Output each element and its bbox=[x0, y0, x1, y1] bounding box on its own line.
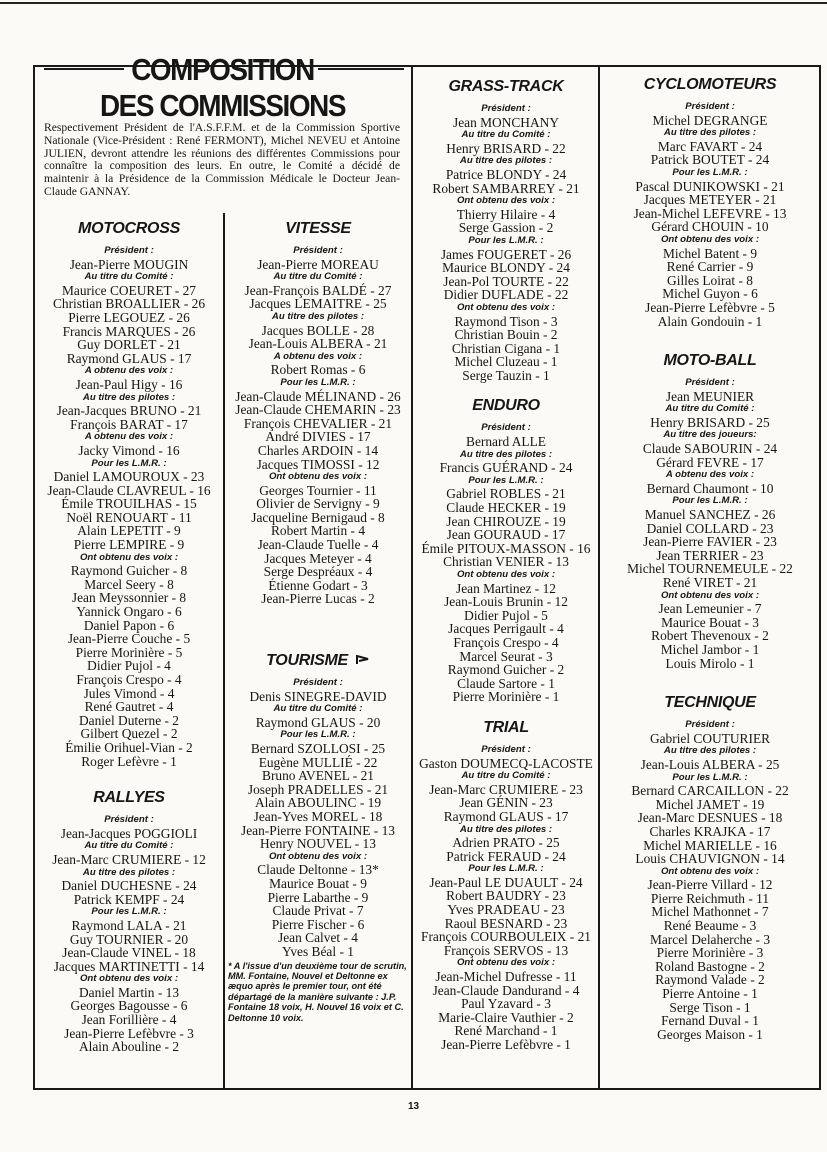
section-title: MOTOCROSS bbox=[78, 220, 180, 237]
member-name: Christian Bouin - 2 bbox=[454, 327, 558, 343]
member-name: Claude Sartore - 1 bbox=[457, 675, 555, 691]
title-line-2: DES COMMISSIONS bbox=[99, 88, 346, 123]
member-name: Pierre Antoine - 1 bbox=[662, 986, 758, 1002]
member-name: Michel DEGRANGE bbox=[652, 112, 768, 128]
role-label: A obtenu des voix : bbox=[273, 350, 363, 362]
member-name: Michel TOURNEMEULE - 22 bbox=[627, 561, 793, 577]
member-name: Bernard SZOLLOSI - 25 bbox=[250, 741, 386, 756]
member-name: Joseph PRADELLES - 21 bbox=[247, 781, 389, 797]
member-name: Noël RENOUART - 11 bbox=[66, 509, 192, 525]
member-name: Robert SAMBARREY - 21 bbox=[432, 180, 580, 196]
section-moto-ball bbox=[603, 352, 817, 670]
member-name: Jacques Perrigault - 4 bbox=[448, 621, 564, 637]
member-name: Émile PITOUX-MASSON - 16 bbox=[421, 540, 591, 556]
member-name: Émile TROUILHAS - 15 bbox=[61, 496, 197, 512]
member-name: Marie-Claire Vauthier - 2 bbox=[438, 1009, 574, 1025]
member-name: Jacques METEYER - 21 bbox=[643, 192, 777, 208]
member-name: Jean-Claude VINEL - 18 bbox=[62, 945, 196, 961]
member-name: Jean-Paul LE DUAULT - 24 bbox=[429, 874, 583, 890]
role-label: Au titre du Comité : bbox=[665, 403, 755, 415]
member-name: Patrick BOUTET - 24 bbox=[650, 152, 770, 168]
role-label: Ont obtenu des voix : bbox=[268, 850, 368, 862]
role-label: Pour les L.M.R. : bbox=[672, 771, 748, 783]
member-name: Jean-Louis ALBERA - 21 bbox=[248, 336, 388, 352]
role-label: Président : bbox=[293, 677, 343, 689]
member-name: Gaston DOUMECQ-LACOSTE bbox=[419, 755, 593, 771]
member-name: Michel JAMET - 19 bbox=[655, 796, 765, 812]
member-name: Serge Despréaux - 4 bbox=[263, 564, 373, 580]
role-label: Ont obtenu des voix : bbox=[660, 233, 760, 245]
member-name: Guy TOURNIER - 20 bbox=[69, 931, 189, 947]
member-name: Claude HECKER - 19 bbox=[446, 500, 566, 516]
member-name: Thierry Hilaire - 4 bbox=[456, 206, 556, 222]
member-name: Jean CHIROUZE - 19 bbox=[446, 513, 566, 529]
member-name: Patrice BLONDY - 24 bbox=[445, 166, 567, 182]
member-name: Didier Pujol - 4 bbox=[87, 658, 171, 674]
role-label: Ont obtenu des voix : bbox=[79, 973, 179, 985]
section-title: TOURISME bbox=[228, 652, 408, 670]
column-3 bbox=[416, 78, 596, 1052]
role-label: A obtenu des voix : bbox=[84, 365, 174, 377]
role-label: Pour les L.M.R. : bbox=[672, 495, 748, 507]
member-name: Gabriel COUTURIER bbox=[649, 730, 771, 746]
member-name: Claude Deltonne - 13* bbox=[257, 862, 379, 878]
member-name: Jean-Louis Brunin - 12 bbox=[444, 594, 568, 610]
member-name: Jean-Pol TOURTE - 22 bbox=[443, 273, 569, 289]
member-name: Pierre Reichmuth - 11 bbox=[650, 890, 770, 906]
member-name: James FOUGERET - 26 bbox=[440, 246, 572, 262]
member-name: Louis Mirolo - 1 bbox=[665, 655, 755, 671]
member-name: Georges Bagousse - 6 bbox=[70, 998, 188, 1014]
member-name: Jean MEUNIER bbox=[665, 388, 755, 404]
member-name: Patrick FERAUD - 24 bbox=[446, 848, 566, 864]
member-name: René Marchand - 1 bbox=[454, 1023, 558, 1039]
member-name: Pascal DUNIKOWSKI - 21 bbox=[635, 178, 785, 194]
role-label: Ont obtenu des voix : bbox=[268, 471, 368, 483]
member-name: Pierre Morinière - 5 bbox=[75, 644, 183, 660]
member-name: Jean-Pierre Lefèbvre - 5 bbox=[645, 299, 775, 315]
member-name: Marc FAVART - 24 bbox=[657, 138, 763, 154]
member-name: Eugène MULLIÉ - 22 bbox=[258, 754, 378, 770]
role-label: Président : bbox=[685, 377, 735, 389]
member-name: Daniel Papon - 6 bbox=[83, 617, 175, 633]
member-name: Michel Batent - 9 bbox=[662, 245, 758, 261]
section-title: CYCLOMOTEURS bbox=[643, 76, 777, 93]
member-name: Jean-Claude MÉLINAND - 26 bbox=[235, 388, 401, 404]
member-name: Émilie Orihuel-Vian - 2 bbox=[65, 739, 193, 755]
member-name: Jean-Jacques BRUNO - 21 bbox=[56, 403, 202, 419]
member-name: Pierre Morinière - 3 bbox=[656, 945, 764, 961]
member-name: Daniel Duterne - 2 bbox=[78, 712, 180, 728]
role-label: Ont obtenu des voix : bbox=[79, 551, 179, 563]
member-name: Jules Vimond - 4 bbox=[83, 685, 175, 701]
member-name: Raymond LALA - 21 bbox=[71, 917, 187, 933]
role-label: Ont obtenu des voix : bbox=[456, 301, 556, 313]
role-label: Président : bbox=[481, 743, 531, 755]
role-label: Pour les L.M.R. : bbox=[468, 474, 544, 486]
role-label: Pour les L.M.R. : bbox=[468, 863, 544, 875]
member-name: François CHEVALIER - 21 bbox=[243, 415, 393, 431]
section-trial bbox=[416, 719, 596, 1052]
member-name: Georges Maison - 1 bbox=[657, 1026, 763, 1042]
member-name: Pierre LEMPIRE - 9 bbox=[73, 537, 185, 553]
role-label: Président : bbox=[481, 422, 531, 434]
role-label: A obtenu des voix : bbox=[665, 469, 755, 481]
member-name: Raymond Tison - 3 bbox=[454, 313, 558, 329]
member-name: François Crespo - 4 bbox=[76, 672, 182, 687]
section-cyclomoteurs bbox=[603, 76, 817, 328]
role-label: Pour les L.M.R. : bbox=[91, 906, 167, 918]
member-name: Raymond Guicher - 8 bbox=[70, 563, 188, 579]
member-name: Jacques BOLLE - 28 bbox=[261, 322, 375, 338]
role-label: Au titre du Comité : bbox=[273, 703, 363, 715]
role-label: Président : bbox=[481, 103, 531, 114]
role-label: Au titre des pilotes : bbox=[82, 866, 176, 878]
role-label: Ont obtenu des voix : bbox=[660, 865, 760, 877]
section-title: GRASS-TRACK bbox=[448, 78, 564, 95]
member-name: Jean-Claude CLAVREUL - 16 bbox=[47, 482, 211, 498]
member-name: Jean GOURAUD - 17 bbox=[446, 527, 566, 543]
role-label: Pour les L.M.R. : bbox=[280, 376, 356, 388]
member-name: Christian BROALLIER - 26 bbox=[52, 296, 206, 312]
role-label: Ont obtenu des voix : bbox=[456, 195, 556, 207]
member-name: Jacques Meteyer - 4 bbox=[264, 550, 372, 566]
role-label: Pour les L.M.R. : bbox=[280, 729, 356, 741]
member-name: Pierre LEGOUEZ - 26 bbox=[68, 309, 190, 325]
member-name: Jean-Michel LEFEVRE - 13 bbox=[633, 205, 787, 221]
title-rule-right bbox=[318, 68, 404, 70]
role-label: Au titre des pilotes : bbox=[459, 155, 553, 167]
section-title: TECHNIQUE bbox=[664, 694, 756, 712]
member-name: Adrien PRATO - 25 bbox=[452, 835, 560, 851]
member-name: Robert BAUDRY - 23 bbox=[446, 888, 566, 904]
member-name: Patrick KEMPF - 24 bbox=[73, 891, 185, 907]
member-name: Jean Forillière - 4 bbox=[81, 1012, 177, 1028]
member-name: Étienne Godart - 3 bbox=[268, 577, 368, 593]
member-name: Jean-Claude Dandurand - 4 bbox=[432, 982, 580, 998]
member-name: Yves Béal - 1 bbox=[282, 943, 354, 959]
member-name: Daniel DUCHESNE - 24 bbox=[61, 878, 197, 894]
member-name: Henry NOUVEL - 13 bbox=[260, 836, 376, 852]
member-name: Raymond GLAUS - 20 bbox=[255, 714, 381, 730]
column-1 bbox=[38, 220, 220, 1054]
member-name: Claude SABOURIN - 24 bbox=[642, 441, 778, 457]
member-name: Serge Tauzin - 1 bbox=[462, 367, 550, 383]
member-name: Jean-Pierre FAVIER - 23 bbox=[643, 534, 777, 550]
member-name: Jean-François BALDÉ - 27 bbox=[244, 282, 392, 298]
member-name: Gilbert Quezel - 2 bbox=[80, 726, 178, 742]
column-4 bbox=[603, 76, 817, 1041]
member-name: Alain LEPETIT - 9 bbox=[77, 523, 181, 539]
member-name: Yannick Ongaro - 6 bbox=[76, 604, 182, 620]
page-number: 13 bbox=[407, 1101, 420, 1112]
member-name: Jean GÉNIN - 23 bbox=[459, 795, 553, 811]
member-name: Yves PRADEAU - 23 bbox=[447, 902, 565, 918]
member-name: Manuel SANCHEZ - 26 bbox=[644, 507, 776, 523]
member-name: André DIVIES - 17 bbox=[265, 429, 371, 445]
section-technique bbox=[603, 694, 817, 1041]
member-name: Raoul BESNARD - 23 bbox=[444, 915, 568, 931]
member-name: Bernard Chaumont - 10 bbox=[646, 480, 774, 496]
member-name: René Beaume - 3 bbox=[663, 918, 757, 934]
member-name: Jean TERRIER - 23 bbox=[656, 547, 764, 563]
section-enduro bbox=[416, 397, 596, 703]
role-label: Pour les L.M.R. : bbox=[672, 166, 748, 178]
member-name: Roland Bastogne - 2 bbox=[655, 958, 765, 974]
member-name: Jacques LEMAITRE - 25 bbox=[249, 296, 387, 312]
member-name: René Carrier - 9 bbox=[666, 259, 754, 275]
section-tourisme bbox=[228, 652, 408, 1023]
member-name: Gabriel ROBLES - 21 bbox=[446, 486, 566, 502]
member-name: Pierre Morinière - 1 bbox=[452, 689, 560, 705]
member-name: Claude Privat - 7 bbox=[272, 903, 364, 919]
member-name: Michel Cluzeau - 1 bbox=[454, 354, 558, 370]
role-label: Au titre du Comité : bbox=[84, 271, 174, 283]
member-name: Gilles Loirat - 8 bbox=[667, 272, 753, 288]
member-name: Francis MARQUES - 26 bbox=[62, 323, 196, 339]
member-name: Didier Pujol - 5 bbox=[464, 607, 548, 623]
role-label: Au titre des pilotes : bbox=[82, 391, 176, 403]
role-label: A obtenu des voix : bbox=[84, 431, 174, 443]
member-name: Alain ABOULINC - 19 bbox=[254, 795, 382, 811]
member-name: Bruno AVENEL - 21 bbox=[262, 768, 374, 784]
member-name: Serge Tison - 1 bbox=[669, 999, 751, 1015]
column-divider-3 bbox=[598, 65, 600, 1090]
member-name: Raymond GLAUS - 17 bbox=[66, 350, 192, 366]
role-label: Au titre des pilotes : bbox=[663, 127, 757, 139]
pennant-icon bbox=[356, 655, 370, 665]
role-label: Président : bbox=[685, 101, 735, 112]
role-label: Ont obtenu des voix : bbox=[660, 589, 760, 601]
member-name: Charles ARDOIN - 14 bbox=[257, 442, 379, 458]
member-name: Jacques MARTINETTI - 14 bbox=[53, 958, 205, 974]
member-name: Jean-Louis ALBERA - 25 bbox=[640, 756, 780, 772]
role-label: Au titre du Comité : bbox=[461, 129, 551, 141]
role-label: Au titre du Comité : bbox=[461, 770, 551, 782]
member-name: Maurice BLONDY - 24 bbox=[442, 260, 570, 276]
member-name: François Crespo - 4 bbox=[453, 634, 559, 650]
page-title bbox=[58, 52, 387, 124]
section-title: TRIAL bbox=[483, 718, 529, 736]
member-name: Henry BRISARD - 25 bbox=[650, 414, 770, 430]
member-name: Raymond Guicher - 2 bbox=[447, 662, 565, 678]
member-name: Georges Tournier - 11 bbox=[259, 482, 377, 498]
section-title: ENDURO bbox=[472, 397, 540, 415]
title-line-1: COMPOSITION bbox=[131, 52, 314, 87]
member-name: Jean MONCHANY bbox=[452, 114, 559, 130]
member-name: Fernand Duval - 1 bbox=[661, 1013, 759, 1029]
member-name: Denis SINEGRE-DAVID bbox=[249, 688, 387, 704]
section-title: RALLYES bbox=[93, 789, 165, 807]
member-name: Jean-Claude CHEMARIN - 23 bbox=[235, 402, 401, 418]
title-rule-left bbox=[44, 68, 124, 70]
role-label: Au titre du Comité : bbox=[273, 271, 363, 283]
role-label: Président : bbox=[104, 814, 154, 826]
member-name: Jean-Pierre Villard - 12 bbox=[647, 877, 773, 893]
member-name: Jean-Yves MOREL - 18 bbox=[253, 808, 383, 824]
member-name: Louis CHAUVIGNON - 14 bbox=[635, 851, 785, 867]
member-name: Jean-Pierre Lefèbvre - 3 bbox=[64, 1025, 194, 1041]
member-name: Jean Martinez - 12 bbox=[455, 580, 557, 596]
member-name: Jacques TIMOSSI - 12 bbox=[256, 456, 380, 472]
role-label: Pour les L.M.R. : bbox=[91, 457, 167, 469]
member-name: François COURBOULEIX - 21 bbox=[421, 929, 591, 945]
member-name: Gérard FEVRE - 17 bbox=[656, 454, 764, 470]
section-grass-track bbox=[416, 78, 596, 382]
member-name: Serge Gassion - 2 bbox=[458, 220, 554, 236]
member-name: Jean-Pierre FONTAINE - 13 bbox=[241, 822, 395, 838]
member-name: Jean Lemeunier - 7 bbox=[658, 601, 762, 617]
member-name: Henry BRISARD - 22 bbox=[446, 140, 566, 156]
member-name: Jacqueline Bernigaud - 8 bbox=[251, 509, 385, 525]
member-name: Gérard CHOUIN - 10 bbox=[651, 219, 769, 235]
member-name: Pierre Fischer - 6 bbox=[271, 916, 365, 932]
top-rule bbox=[0, 2, 827, 4]
member-name: Christian VENIER - 13 bbox=[443, 554, 569, 570]
member-name: Michel MARIELLE - 16 bbox=[643, 837, 777, 853]
member-name: Jean-Marc DESNUES - 18 bbox=[637, 810, 783, 826]
member-name: Olivier de Servigny - 9 bbox=[256, 496, 380, 512]
member-name: Michel Jambor - 1 bbox=[660, 641, 760, 657]
role-label: Au titre du Comité : bbox=[84, 840, 174, 852]
member-name: Bernard CARCAILLON - 22 bbox=[631, 783, 789, 799]
section-vitesse bbox=[228, 220, 408, 606]
role-label: Président : bbox=[685, 719, 735, 731]
member-name: François BARAT - 17 bbox=[70, 416, 188, 432]
footnote: * A l'issue d'un deuxième tour de scrutin, MM. Fontaine, Nouvel et Deltonne ex æquo après le premier tour, ont été départagé de la manière suivante : J.P. Fontaine 18 voix, H. Nouvel 16 voix et C. Deltonne 10 voix. bbox=[228, 960, 407, 1023]
member-name: Didier DUFLADE - 22 bbox=[443, 287, 569, 303]
role-label: Pour les L.M.R. : bbox=[468, 234, 544, 246]
member-name: Pierre Labarthe - 9 bbox=[267, 889, 369, 905]
member-name: Paul Yzavard - 3 bbox=[461, 996, 551, 1012]
member-name: Maurice Bouat - 9 bbox=[269, 875, 367, 891]
member-name: Daniel LAMOUROUX - 23 bbox=[53, 469, 205, 485]
member-name: Daniel COLLARD - 23 bbox=[646, 520, 774, 536]
member-name: Maurice Bouat - 3 bbox=[661, 614, 759, 630]
member-name: Jean-Pierre MOUGIN bbox=[69, 256, 189, 272]
member-name: Jean-Claude Tuelle - 4 bbox=[257, 537, 379, 553]
member-name: Robert Martin - 4 bbox=[270, 523, 366, 539]
section-title: VITESSE bbox=[285, 220, 351, 237]
member-name: Alain Abouline - 2 bbox=[78, 1039, 180, 1055]
role-label: Ont obtenu des voix : bbox=[456, 957, 556, 969]
column-divider-1 bbox=[223, 213, 225, 1090]
member-name: René Gautret - 4 bbox=[84, 699, 174, 715]
member-name: Jean-Marc CRUMIERE - 12 bbox=[52, 851, 206, 867]
section-motocross bbox=[38, 220, 220, 768]
role-label: Au titre des pilotes : bbox=[663, 745, 757, 757]
column-2 bbox=[228, 220, 408, 1023]
intro-paragraph: Respectivement Président de l'A.S.F.F.M. et de la Commission Sportive Nationale (Vice-Président : René FERMONT), Michel NEVEU et Antoine JULIEN, devront attendre les réunions des différentes Commissions pour connaître la composition des leurs. En outre, le Comité a décidé de maintenir à la Présidence de la Commission Médicale le Docteur Jean-Claude GANNAY. bbox=[44, 121, 400, 198]
member-name: Raymond GLAUS - 17 bbox=[443, 808, 569, 824]
role-label: Au titre des pilotes : bbox=[459, 448, 553, 460]
member-name: Robert Thevenoux - 2 bbox=[651, 628, 769, 644]
member-name: Jean-Michel Dufresse - 11 bbox=[435, 969, 577, 985]
member-name: Marcel Seery - 8 bbox=[84, 576, 174, 592]
member-name: Jean-Jacques POGGIOLI bbox=[60, 825, 198, 841]
role-label: Ont obtenu des voix : bbox=[456, 569, 556, 580]
member-name: Michel Mathonnet - 7 bbox=[651, 904, 769, 920]
member-name: Michel Guyon - 6 bbox=[662, 286, 758, 302]
member-name: Alain Gondouin - 1 bbox=[657, 313, 763, 329]
member-name: Marcel Delaherche - 3 bbox=[649, 931, 771, 947]
member-name: Robert Romas - 6 bbox=[270, 362, 366, 378]
member-name: Marcel Seurat - 3 bbox=[459, 648, 553, 664]
role-label: Au titre des pilotes : bbox=[459, 823, 553, 835]
member-name: Guy DORLET - 21 bbox=[77, 337, 181, 353]
role-label: Président : bbox=[293, 245, 343, 256]
member-name: Jean-Pierre Lefèbvre - 1 bbox=[441, 1037, 571, 1052]
member-name: Bernard ALLE bbox=[466, 434, 546, 450]
member-name: Roger Lefèvre - 1 bbox=[81, 753, 177, 769]
member-name: Jacky Vimond - 16 bbox=[78, 442, 180, 458]
section-rallyes bbox=[38, 789, 220, 1054]
member-name: Jean-Pierre Couche - 5 bbox=[67, 631, 191, 647]
member-name: Jean-Pierre Lucas - 2 bbox=[261, 591, 375, 607]
member-name: Christian Cigana - 1 bbox=[451, 340, 561, 356]
member-name: François SERVOS - 13 bbox=[443, 942, 569, 958]
column-divider-2 bbox=[411, 65, 413, 1090]
member-name: Jean-Pierre MOREAU bbox=[257, 256, 379, 272]
role-label: Au titre des joueurs: bbox=[663, 429, 757, 441]
member-name: Jean-Marc CRUMIERE - 23 bbox=[429, 781, 583, 797]
section-title: MOTO-BALL bbox=[663, 352, 757, 370]
member-name: Maurice COEURET - 27 bbox=[61, 282, 196, 298]
role-label: Président : bbox=[104, 245, 154, 256]
role-label: Au titre des pilotes : bbox=[271, 310, 365, 322]
member-name: Daniel Martin - 13 bbox=[78, 984, 180, 1000]
member-name: Francis GUÉRAND - 24 bbox=[439, 460, 573, 476]
member-name: Jean Calvet - 4 bbox=[278, 930, 358, 946]
member-name: Jean Meyssonnier - 8 bbox=[71, 590, 187, 606]
member-name: Raymond Valade - 2 bbox=[655, 972, 765, 988]
member-name: Jean-Paul Higy - 16 bbox=[75, 376, 183, 392]
member-name: Charles KRAJKA - 17 bbox=[649, 823, 771, 839]
member-name: René VIRET - 21 bbox=[662, 575, 758, 590]
